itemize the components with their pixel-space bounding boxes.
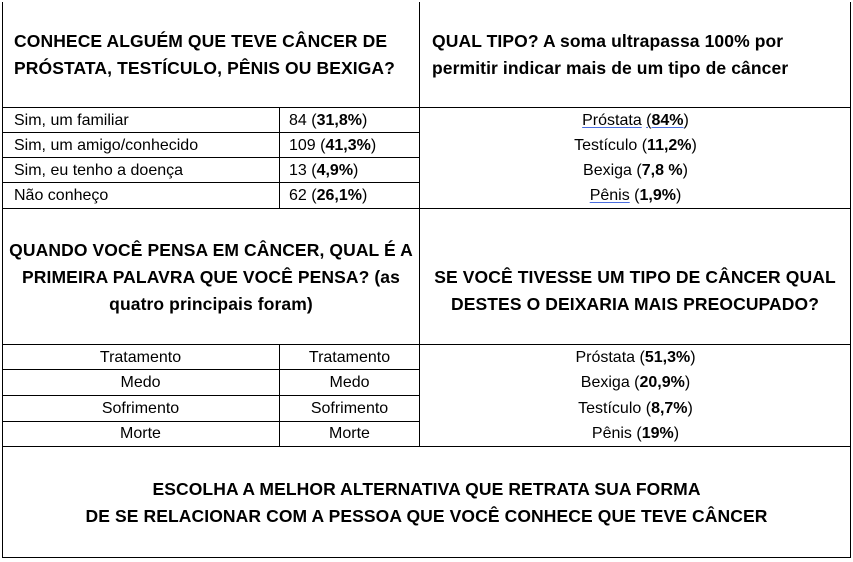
q1-count: 84 bbox=[289, 112, 307, 129]
q2-row: Pênis (1,9%) bbox=[589, 187, 682, 204]
q4-row: Próstata (51,3%) bbox=[575, 349, 696, 366]
rule bbox=[2, 208, 851, 209]
q2-percent: 84% bbox=[651, 112, 684, 129]
q5-heading bbox=[2, 476, 851, 530]
q2-heading-text: QUAL TIPO? A soma ultrapassa 100% por permitir indicar mais de um tipo de câncer bbox=[432, 31, 789, 78]
q1-value: 13 (4,9%) bbox=[289, 162, 359, 179]
q1-value: 84 (31,8%) bbox=[289, 112, 368, 129]
q2-percent: 11,2% bbox=[647, 137, 692, 154]
q2-row: Testículo (11,2%) bbox=[574, 137, 697, 154]
q4-percent: 19% bbox=[641, 425, 674, 442]
q1-percent: 31,8% bbox=[316, 112, 362, 129]
q4-heading-text: SE VOCÊ TIVESSE UM TIPO DE CÂNCER QUAL DESTES O DEIXARIA MAIS PREOCUPADO? bbox=[434, 267, 836, 314]
q1-label: Sim, um familiar bbox=[14, 112, 129, 129]
q4-row: Bexiga (20,9%) bbox=[580, 374, 691, 391]
q2-name: Próstata bbox=[582, 112, 642, 129]
q1-heading-text: CONHECE ALGUÉM QUE TEVE CÂNCER DE PRÓSTATA, TESTÍCULO, PÊNIS OU BEXIGA? bbox=[14, 31, 395, 78]
q3-heading-text: QUANDO VOCÊ PENSA EM CÂNCER, QUAL É A PRIMEIRA PALAVRA QUE VOCÊ PENSA? (as quatro principais foram) bbox=[9, 239, 413, 314]
q4-percent: 20,9% bbox=[639, 374, 685, 391]
q3-word-a: Morte bbox=[120, 425, 161, 442]
q4-name: Bexiga bbox=[580, 374, 630, 391]
q4-row: Testículo (8,7%) bbox=[578, 400, 693, 417]
q2-name: Testículo bbox=[574, 137, 638, 154]
q4-name: Próstata bbox=[575, 349, 636, 366]
q2-name: Bexiga bbox=[583, 162, 632, 179]
rule bbox=[2, 446, 851, 447]
q3-word-b: Medo bbox=[329, 374, 370, 391]
q3-word-b: Morte bbox=[329, 425, 370, 442]
rule bbox=[279, 107, 280, 208]
q2-row: Bexiga (7,8 %) bbox=[583, 162, 688, 179]
q1-heading bbox=[14, 28, 414, 82]
q2-row: Próstata (84%) bbox=[582, 112, 689, 129]
q4-percent: 51,3% bbox=[644, 349, 691, 366]
q2-percent: 1,9% bbox=[639, 187, 676, 204]
q2-name: Pênis bbox=[589, 187, 630, 204]
q3-word-a: Medo bbox=[120, 374, 161, 391]
q4-heading bbox=[425, 264, 845, 318]
q3-word-b: Tratamento bbox=[308, 349, 391, 366]
q1-count: 62 bbox=[289, 187, 307, 204]
q4-percent: 8,7% bbox=[651, 400, 688, 417]
q2-heading bbox=[432, 28, 837, 82]
q1-count: 109 bbox=[289, 137, 316, 154]
q5-heading-line1: ESCOLHA A MELHOR ALTERNATIVA QUE RETRATA SUA FORMA bbox=[152, 479, 701, 499]
q4-row: Pênis (19%) bbox=[591, 425, 680, 442]
q1-count: 13 bbox=[289, 162, 307, 179]
q1-label: Sim, eu tenho a doença bbox=[14, 162, 184, 179]
q1-label: Sim, um amigo/conhecido bbox=[14, 137, 199, 154]
q1-percent: 4,9% bbox=[316, 162, 354, 179]
q3-word-b: Sofrimento bbox=[310, 400, 389, 417]
q3-word-a: Tratamento bbox=[99, 349, 182, 366]
q2-percent: 7,8 % bbox=[641, 162, 683, 179]
q5-heading-line2: DE SE RELACIONAR COM A PESSOA QUE VOCÊ CONHECE QUE TEVE CÂNCER bbox=[85, 506, 768, 526]
q1-value: 62 (26,1%) bbox=[289, 187, 368, 204]
q3-word-a: Sofrimento bbox=[101, 400, 180, 417]
q4-name: Pênis bbox=[591, 425, 632, 442]
q1-percent: 41,3% bbox=[325, 137, 371, 154]
q1-value: 109 (41,3%) bbox=[289, 137, 377, 154]
q1-label: Não conheço bbox=[14, 187, 109, 204]
q3-heading bbox=[8, 236, 414, 318]
q1-percent: 26,1% bbox=[316, 187, 362, 204]
q4-name: Testículo bbox=[578, 400, 642, 417]
